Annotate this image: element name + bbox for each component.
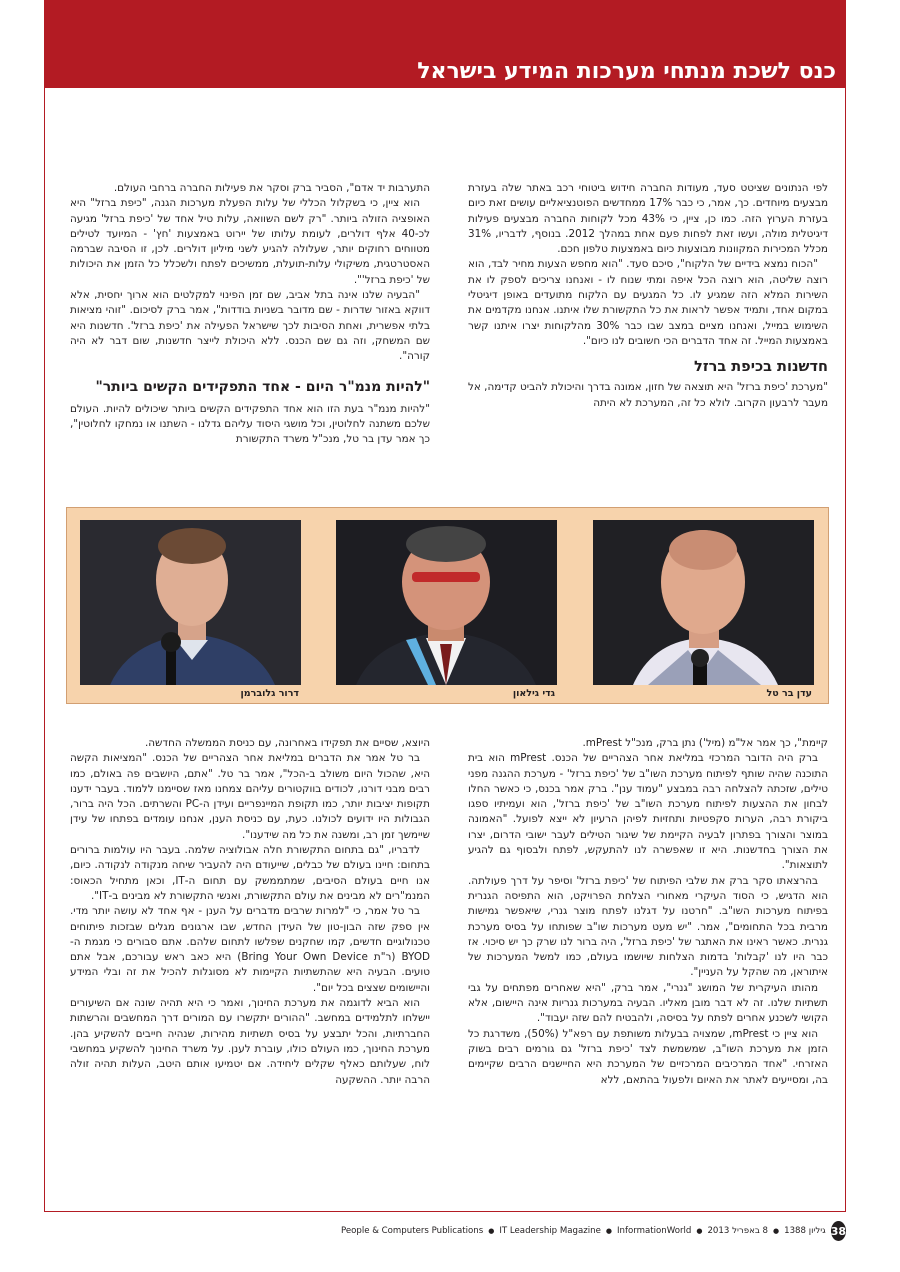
paragraph: מהותו העיקרית של המושג "גנרי", אמר ברק, "היא שאחרים מפתחים על גבי תשתיות שלנו. זה לא דבר מובן מאליו. הבעיה במערכות גנריות אינה היישום, אלא הקושי לשכנע אחרים לפתח על בסיסה, ולהבטיח להם שזה יעבוד".	[468, 981, 828, 1025]
speaker-photo	[593, 520, 814, 685]
subheading: חדשנות בכיפת ברזל	[694, 359, 828, 376]
paragraph: לפי הנתונים שציטט סעד, מעודות החברה חידוש ביטוחי רכב באתר שלה בעזרת מבצעים מיוחדים. כך, אמר, כי כבר 17% ממחדשים הפוטנציאליים עושים זאת כיום בעזרת הערוץ הזה. כמו כן, ציין, כי 43% מכל לקוחות החברה מבצעים פעילות דיגיטלית מולה, ועשו זאת לפחות פעם אחת במהלך 2012. בנוסף, לדבריו, 31% מכלל המכירות המקוונות מבוצעות כיום באמצעות טלפון חכם.	[468, 182, 829, 256]
bullet-separator: ●	[773, 1227, 780, 1235]
paragraph: התערבות יד אדם", הסביר ברק וסקר את פעילות החברה ברחבי העולם.	[113, 182, 430, 194]
speaker-photo	[336, 520, 557, 685]
header-bar	[44, 0, 846, 88]
article-column-top-left	[70, 181, 430, 447]
photo-caption: גדי גילאון	[512, 688, 555, 699]
bullet-separator: ●	[605, 1227, 612, 1235]
photo-caption: דרור גלוברמן	[240, 688, 299, 699]
paragraph: הוא ציין, כי בשקלול הכללי של עלות הפעלת מערכות הגנה, "כיפת ברזל" היא האופציה הזולה ביותר. "רק לשם השוואה, עלות טיל אחד של 'כיפת ברזל' מגיעה לכ-40 אלף דולרים, לעומת עלותו של יירוט באמצעות 'חץ' - המיועד לטילים מטווחים רחוקים יותר, שעלולה להגיע לשני מיליון דולרים. לכן, זו הסיבה שברמה האסטרטגית, משיקולי עלות-תועלת, ממשיכים לפתח ולשכלל כל הזמן את היכולות של 'כיפת ברזל'".	[70, 197, 430, 286]
issue-number: גיליון 1388	[784, 1226, 826, 1236]
page-title: כנס לשכת מנתחי מערכות המידע בישראל	[417, 59, 836, 84]
issue-date: 8 באפריל 2013	[707, 1226, 769, 1236]
photo-panel	[66, 507, 829, 704]
bullet-separator: ●	[696, 1227, 703, 1235]
article-column-top-right	[468, 181, 828, 411]
paragraph: "מערכת 'כיפת ברזל' היא תוצאה של חזון, אמונה בדרך והיכולת להביט קדימה, אל מעבר לרבעון הקרוב. לולא כל זה, המערכת לא היתה	[468, 381, 828, 409]
paragraph: בר טל אמר, כי "למרות שרבים מדברים על הענן - אף אחד לא עושה יותר מדי. אין ספק שזה הבון-טון של העידן החדש, שבו ארגונים מגלים שבזכות פיתוחים טכנולוגיים חדשים, קמו שחקנים שפלשו לתחום שלהם. אתם סבורים כי מגמת ה-BYOD (ר"ת Bring Your Own Device) היא כאב ראש עבורכם, אבל אתם טועים. הבעיה היא שהתשתיות הקיימות לא מסוגלות להכיל את זה ובלי המידע והיישומים שצצים בכל יום".	[70, 905, 431, 994]
publisher-name: People & Computers Publications	[340, 1226, 484, 1236]
magazine-name: InformationWorld	[616, 1226, 692, 1236]
paragraph: בהרצאתו סקר ברק את שלבי הפיתוח של 'כיפת ברזל' וסיפר על דרך פעולתה. הוא הדגיש, כי הסוד העיקרי מאחורי הצלחת הפרויקט, הוא התפיסה הגנרית בפיתוח מערכות השו"ב. "חרטנו על דגלנו לפתח מוצר גנרי, שיאפשר גמישות מרבית בכל התחומים", אמר. "יש מעט מערכות שו"ב שפותחו על בסיס מערכת גנרית. כאשר ראינו את האתגר של 'כיפת ברזל', היה ברור לנו שרק כך יש סיכוי. אז כבר היו לנו 'קבלות' בדמות הצלחות שיושמו בעולם, כמו למשל המערכות של איתוראן, מה שהקל על העניין".	[468, 874, 828, 979]
paragraph: קיימת", כך אמר אל"מ (מיל') נתן ברק, מנכ"ל mPrest.	[582, 737, 828, 749]
paragraph: "הכוח נמצא בידיים של הלקוח", סיכם סעד. "הוא מחפש הצעות מחיר לבד, הוא רוצה שליטה, הוא רוצה הכל איפה ומתי שנוח לו - ואנחנו צריכים לספק לו את השירות המלא הזה שמגיע לו. כל המגעים עם הלקוח מתועדים באופן דיגיטלי במקום אחד, ותמיד אפשר לראות את כל התקשורת שלו איתנו. אנחנו מקדמים את השימוש במייל, ואנחנו מציים במצב שבו כבר 30% מהלקוחות יצרו איתנו קשר באמצעות המייל. זה אחד הדברים הכי חשובים לנו כיום".	[468, 258, 828, 347]
paragraph: ברק היה הדובר המרכזי במליאת אחר הצהריים של הכנס. mPrest הוא בית התוכנה שהיה שותף לפיתוח מערכת השו"ב של 'כיפת ברזל' - מערכת ההגנה מפני טילים, שזכתה להצלחה רבה במבצע "עמוד ענן". ברק אמר בכנס, כי כאשר החלו לבחון את ההצעות לפיתוח מערכת השו"ב של 'כיפת ברזל', הוא ועמיתיו ספגו ביקורת רבה, הערות סקפטיות ותחזיות לפיהן הרעיון לא ייצא לפועל. "האמונה במוצר והצורך בפתרון לבעיה הקיימת של שיגור הטילים לעבר ישובי הדרום, יצרו את הצורך בחדשנות. היא זו שאפשרה לנו להתעקש, לפתח ולבסוף גם להגיע לתוצאות".	[468, 752, 828, 872]
speaker-photo	[80, 520, 301, 685]
bullet-separator: ●	[488, 1227, 495, 1235]
page-number: 38	[831, 1221, 846, 1241]
paragraph: לדבריו, "גם בתחום התקשורת חלה אבולוציה שלמה. בעבר היו עולמות ברורים בתחום: חיינו בעולם של כבלים, שייעודם היה להעביר שיחה מנקודה לנקודה. כיום, אנו חיים בעולם הסיבים, שמתממשק עם תחום ה-IT, וכאן מתחיל הכאוס: המנמ"רים לא מבינים את עולם התקשורת, ואנשי התקשורת לא מבינים ב-IT".	[70, 844, 430, 902]
subheading: "להיות מנמ"ר היום - אחד התפקידים הקשים ביותר"	[95, 378, 430, 395]
page-footer	[340, 1220, 846, 1242]
photo-caption: עדן בר טל	[766, 688, 812, 699]
paragraph: היוצא, שסיים את תפקידו באחרונה, עם כניסת הממשלה החדשה.	[144, 737, 430, 749]
magazine-name: IT Leadership Magazine	[499, 1226, 601, 1236]
article-column-bottom-left	[70, 736, 430, 1088]
article-column-bottom-right	[468, 736, 828, 1088]
paragraph: "להיות מנמ"ר בעת הזו הוא אחד התפקידים הקשים ביותר שיכולים להיות. העולם שלכם משתנה לחלוטין, וכל מושגי היסוד עליהם גדלנו - השתנו או נמחקו לחלוטין", כך אמר עדן בר טל, מנכ"ל משרד התקשורת	[70, 402, 430, 446]
paragraph: הוא הביא לדוגמה את מערכת החינוך, ואמר כי היא תהיה שונה אם השיעורים יישלחו לתלמידים במחשב. "ההורים יתקשרו עם המורים דרך המחשבים והרשתות החברתיות, והכל יתבצע על בסיס תשתיות מהירות, שנהיה חייבים להשקיע בהן. מערכת החינוך, כמו העולם כולו, עוברת לענן. על משרד החינוך להשקיע במחשבי לוח, שעלותם כאלף שקלים ליחידה. אם יטמיעו אותם היטב, העלות תהיה זולה הרבה יותר. ההשקעה	[70, 997, 430, 1086]
paragraph: הוא ציין כי mPrest, שמצויה בבעלות משותפת עם רפא"ל (50%), משדרגת כל הזמן את מערכת השו"ב, שמשמשת לצד 'כיפת ברזל' גם גורמים רבים בשוק האזרחי. "אחד המרכיבים המרכזיים של המערכת היא החיישנים הרבים שקיימים בה, ומסייעים לאתר את האיום ולפעול בהתאם, ללא	[468, 1027, 828, 1086]
paragraph: בר טל אמר את הדברים במליאת אחר הצהריים של הכנס. "המציאות הקשה היא, שהכול היום משולב ב-הכל", אמר בר טל. "אתם, היושבים פה באולם, כמו רבים מבני דורנו, לכודים בווקטורים עליהם צמחנו מאז שסיימנו ללמוד. בעבר ידענו תקופות יציבות יותר, כמו תקופת המיינפריים ועידן ה-PC והשרתים. הכל היה ברור, הגבולות היו ידועים לכולנו. כעת, עם כניסת הענן, אנחנו עומדים בפתחו של עידן שיימשך זמן רב, ומשנה את כל מה שידענו".	[70, 752, 430, 841]
paragraph: "הבעיה שלנו אינה בתל אביב, שם זמן הפינוי למקלטים הוא ארוך יחסית, אלא דווקא באזור שדרות - שם מדובר בשניות בודדות", אמר ברק לסיכום. "זוהי מציאות בלתי אפשרית, ואחת הסיבות לכך שישראל הפעילה את 'כיפת ברזל'. חדשנות היא שם המשחק, וזה גם שם הכנס. ללא היכולת לייצר חדשנות, שום דבר לא היה קורה".	[70, 289, 430, 363]
